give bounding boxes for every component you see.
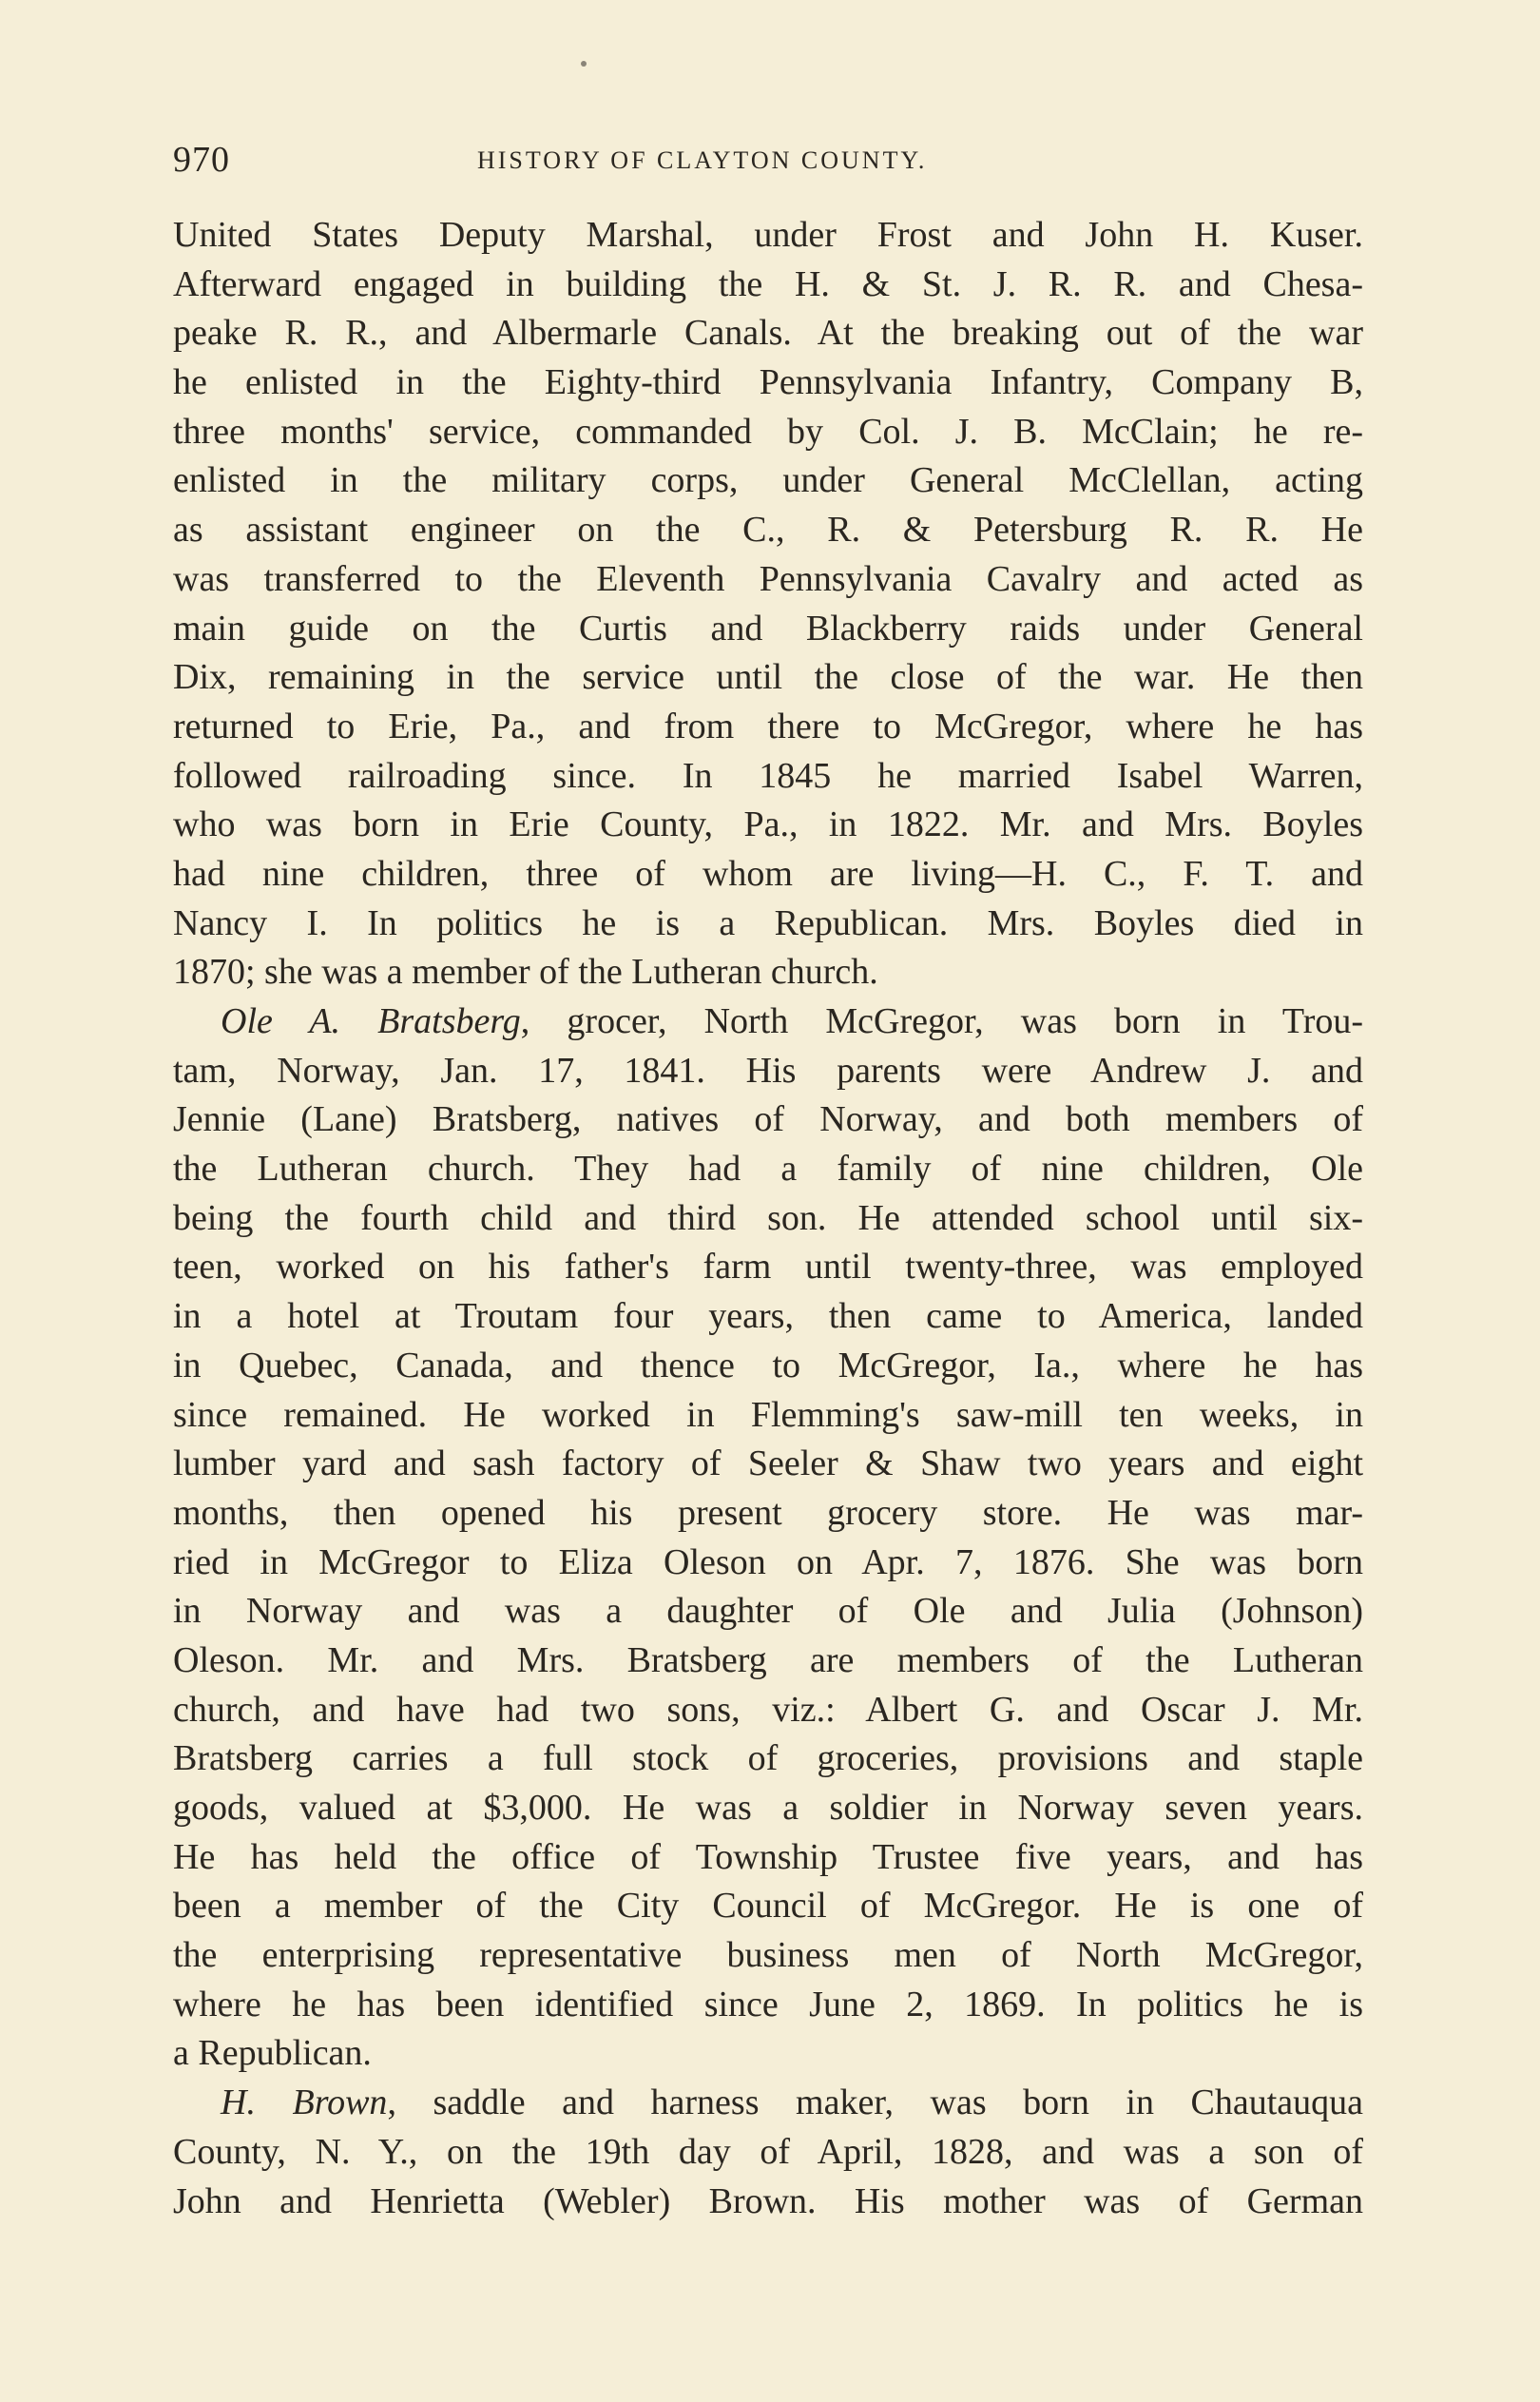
printer-dot-mark bbox=[581, 61, 587, 67]
text-line: a Republican. bbox=[173, 2033, 372, 2074]
text-line: Dix, remaining in the service until the close of the war. He then bbox=[173, 657, 1363, 698]
text-line: being the fourth child and third son. He attended school until six- bbox=[173, 1197, 1363, 1238]
text-line: as assistant engineer on the C., R. & Petersburg R. R. He bbox=[173, 510, 1363, 551]
body-text bbox=[173, 211, 1363, 2226]
text-line: Ole A. Bratsberg, grocer, North McGregor, was born in Trou- bbox=[221, 1001, 1363, 1041]
text-line: tam, Norway, Jan. 17, 1841. His parents were Andrew J. and bbox=[173, 1050, 1363, 1091]
text-line: the enterprising representative business men of North McGregor, bbox=[173, 1935, 1363, 1976]
text-line: in a hotel at Troutam four years, then came to America, landed bbox=[173, 1296, 1363, 1337]
text-line: H. Brown, saddle and harness maker, was born in Chautauqua bbox=[221, 2082, 1363, 2123]
text-line: teen, worked on his father's farm until twenty-three, was employed bbox=[173, 1247, 1363, 1288]
text-line: since remained. He worked in Flemming's saw-mill ten weeks, in bbox=[173, 1394, 1363, 1435]
text-line: John and Henrietta (Webler) Brown. His mother was of German bbox=[173, 2180, 1363, 2221]
text-line: enlisted in the military corps, under General McClellan, acting bbox=[173, 460, 1363, 501]
text-line: lumber yard and sash factory of Seeler & Shaw two years and eight bbox=[173, 1443, 1363, 1484]
text-line: Afterward engaged in building the H. & St. J. R. R. and Chesa- bbox=[173, 263, 1363, 304]
text-line: ried in McGregor to Eliza Oleson on Apr. 7, 1876. She was born bbox=[173, 1541, 1363, 1582]
text-line: main guide on the Curtis and Blackberry raids under General bbox=[173, 608, 1363, 649]
text-line: Oleson. Mr. and Mrs. Bratsberg are members of the Lutheran bbox=[173, 1639, 1363, 1680]
biography-name: H. Brown bbox=[221, 2082, 388, 2123]
text-line: in Quebec, Canada, and thence to McGregor, Ia., where he has bbox=[173, 1345, 1363, 1385]
text-line: had nine children, three of whom are living—H. C., F. T. and bbox=[173, 853, 1363, 894]
page-header bbox=[173, 139, 1361, 186]
text-line: Bratsberg carries a full stock of groceries, provisions and staple bbox=[173, 1738, 1363, 1779]
biography-name: Ole A. Bratsberg bbox=[221, 1001, 521, 1041]
text-line: United States Deputy Marshal, under Frost and John H. Kuser. bbox=[173, 215, 1363, 255]
text-line: goods, valued at $3,000. He was a soldier in Norway seven years. bbox=[173, 1788, 1363, 1828]
text-line: returned to Erie, Pa., and from there to McGregor, where he has bbox=[173, 706, 1363, 746]
page-number: 970 bbox=[173, 140, 230, 180]
text-line: where he has been identified since June 2, 1869. In politics he is bbox=[173, 1984, 1363, 2024]
text-line: peake R. R., and Albermarle Canals. At the breaking out of the war bbox=[173, 313, 1363, 354]
text-line: the Lutheran church. They had a family of nine children, Ole bbox=[173, 1149, 1363, 1190]
text-line: 1870; she was a member of the Lutheran church. bbox=[173, 952, 878, 993]
text-line: three months' service, commanded by Col. J. B. McClain; he re- bbox=[173, 411, 1363, 452]
text-line: church, and have had two sons, viz.: Albert G. and Oscar J. Mr. bbox=[173, 1689, 1363, 1730]
text-line: he enlisted in the Eighty-third Pennsylvania Infantry, Company B, bbox=[173, 362, 1363, 403]
text-line: He has held the office of Township Trustee five years, and has bbox=[173, 1836, 1363, 1877]
text-line: was transferred to the Eleventh Pennsylvania Cavalry and acted as bbox=[173, 558, 1363, 599]
text-line: months, then opened his present grocery store. He was mar- bbox=[173, 1492, 1363, 1533]
text-line: County, N. Y., on the 19th day of April, 1828, and was a son of bbox=[173, 2131, 1363, 2172]
text-line: in Norway and was a daughter of Ole and Julia (Johnson) bbox=[173, 1591, 1363, 1632]
text-line: who was born in Erie County, Pa., in 1822. Mr. and Mrs. Boyles bbox=[173, 804, 1363, 845]
text-line: Nancy I. In politics he is a Republican. Mrs. Boyles died in bbox=[173, 902, 1363, 943]
text-line: Jennie (Lane) Bratsberg, natives of Norway, and both members of bbox=[173, 1099, 1363, 1140]
running-head: HISTORY OF CLAYTON COUNTY. bbox=[477, 146, 928, 174]
text-line: followed railroading since. In 1845 he married Isabel Warren, bbox=[173, 755, 1363, 796]
text-line: been a member of the City Council of McGregor. He is one of bbox=[173, 1886, 1363, 1927]
